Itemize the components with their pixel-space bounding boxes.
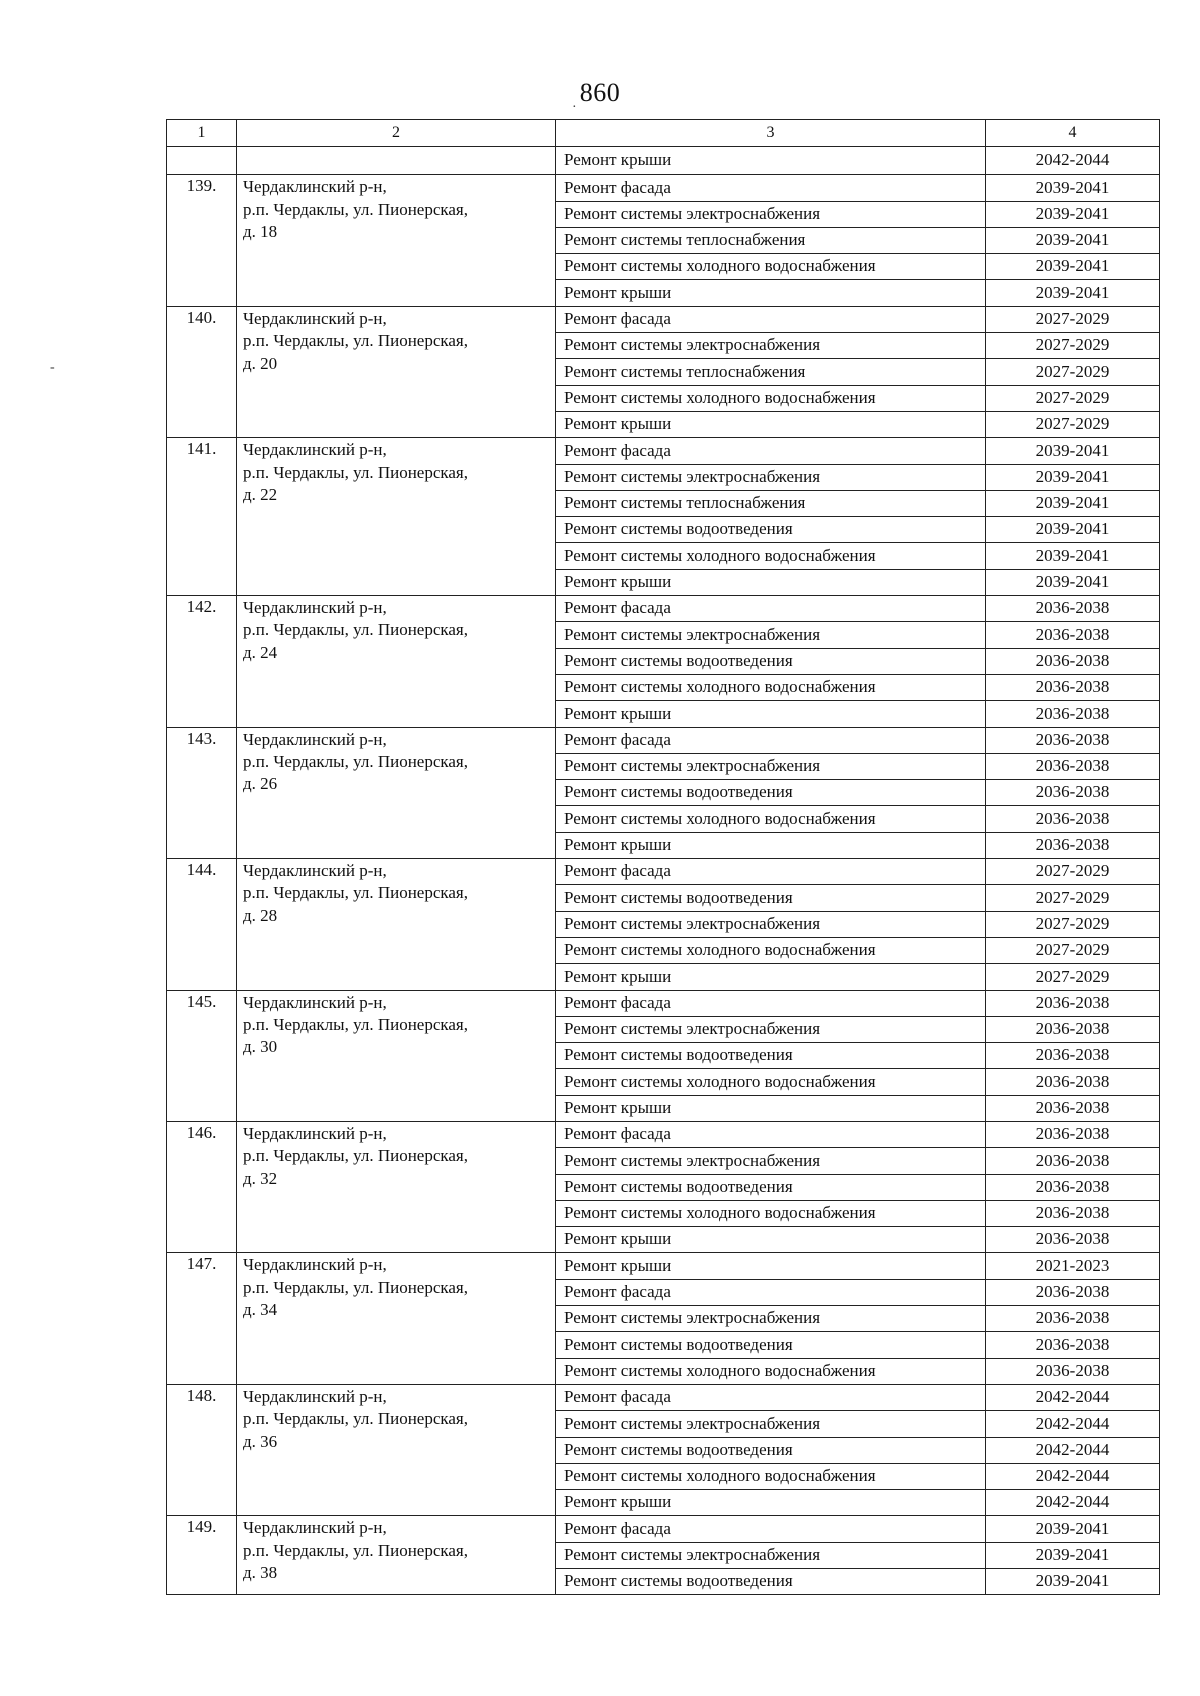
work-period: 2036-2038 (986, 1095, 1160, 1121)
work-type: Ремонт фасада (556, 859, 986, 885)
work-period: 2027-2029 (986, 359, 1160, 385)
work-type: Ремонт системы водоотведения (556, 1043, 986, 1069)
table-row (167, 1516, 1160, 1542)
work-type: Ремонт крыши (556, 411, 986, 437)
work-period: 2036-2038 (986, 1306, 1160, 1332)
work-period: 2042-2044 (986, 147, 1160, 175)
work-period: 2039-2041 (986, 1542, 1160, 1568)
address-cell (237, 859, 556, 990)
work-period: 2027-2029 (986, 333, 1160, 359)
work-type: Ремонт крыши (556, 147, 986, 175)
address-line: д. 22 (243, 485, 278, 505)
work-period: 2036-2038 (986, 1332, 1160, 1358)
address-line: Чердаклинский р-н, (243, 1386, 387, 1406)
address-line: р.п. Чердаклы, ул. Пионерская, (243, 1277, 468, 1297)
work-type: Ремонт фасада (556, 1121, 986, 1147)
header-col-3: 3 (556, 120, 986, 147)
entry-number-cell (167, 147, 237, 175)
work-type: Ремонт системы холодного водоснабжения (556, 543, 986, 569)
entry-number: 141. (167, 438, 237, 596)
work-period: 2027-2029 (986, 859, 1160, 885)
work-type: Ремонт фасада (556, 1279, 986, 1305)
work-period: 2036-2038 (986, 1069, 1160, 1095)
work-period: 2039-2041 (986, 280, 1160, 306)
work-type: Ремонт системы электроснабжения (556, 201, 986, 227)
work-type: Ремонт системы водоотведения (556, 517, 986, 543)
scan-speck: - (50, 360, 55, 375)
work-type: Ремонт фасада (556, 438, 986, 464)
work-period: 2036-2038 (986, 1174, 1160, 1200)
work-period: 2027-2029 (986, 937, 1160, 963)
work-type: Ремонт фасада (556, 306, 986, 332)
entry-number: 142. (167, 596, 237, 727)
address-cell (237, 596, 556, 727)
work-period: 2039-2041 (986, 1569, 1160, 1595)
table-body (167, 120, 1160, 1595)
address-line: Чердаклинский р-н, (243, 177, 387, 197)
work-type: Ремонт фасада (556, 1384, 986, 1410)
work-type: Ремонт системы холодного водоснабжения (556, 937, 986, 963)
work-period: 2042-2044 (986, 1463, 1160, 1489)
address-line: Чердаклинский р-н, (243, 308, 387, 328)
work-type: Ремонт системы водоотведения (556, 885, 986, 911)
table-row (167, 859, 1160, 885)
work-period: 2039-2041 (986, 569, 1160, 595)
address-line: д. 36 (243, 1431, 278, 1451)
work-period: 2036-2038 (986, 1043, 1160, 1069)
entry-number: 147. (167, 1253, 237, 1384)
work-type: Ремонт системы водоотведения (556, 1332, 986, 1358)
address-line: Чердаклинский р-н, (243, 992, 387, 1012)
work-type: Ремонт фасада (556, 727, 986, 753)
address-line: р.п. Чердаклы, ул. Пионерская, (243, 331, 468, 351)
work-type: Ремонт крыши (556, 280, 986, 306)
work-type: Ремонт крыши (556, 964, 986, 990)
entry-number: 149. (167, 1516, 237, 1595)
address-line: д. 34 (243, 1300, 278, 1320)
address-line: Чердаклинский р-н, (243, 1518, 387, 1538)
address-line: д. 28 (243, 905, 278, 925)
table-row (167, 147, 1160, 175)
table-row (167, 438, 1160, 464)
work-period: 2027-2029 (986, 306, 1160, 332)
work-type: Ремонт системы электроснабжения (556, 1306, 986, 1332)
address-line: р.п. Чердаклы, ул. Пионерская, (243, 462, 468, 482)
address-cell (237, 1253, 556, 1384)
repair-schedule-table (166, 119, 1160, 1595)
work-type: Ремонт крыши (556, 1227, 986, 1253)
work-period: 2036-2038 (986, 990, 1160, 1016)
address-cell (237, 1516, 556, 1595)
work-period: 2036-2038 (986, 1016, 1160, 1042)
work-period: 2036-2038 (986, 806, 1160, 832)
work-period: 2039-2041 (986, 438, 1160, 464)
work-type: Ремонт системы электроснабжения (556, 1542, 986, 1568)
work-type: Ремонт системы холодного водоснабжения (556, 1358, 986, 1384)
work-period: 2039-2041 (986, 464, 1160, 490)
work-period: 2036-2038 (986, 1358, 1160, 1384)
table-row (167, 1384, 1160, 1410)
address-cell (237, 1121, 556, 1252)
scan-speck: · (572, 100, 577, 115)
work-period: 2036-2038 (986, 1227, 1160, 1253)
work-type: Ремонт системы холодного водоснабжения (556, 254, 986, 280)
work-period: 2036-2038 (986, 753, 1160, 779)
header-row (167, 120, 1160, 147)
work-period: 2042-2044 (986, 1411, 1160, 1437)
work-type: Ремонт системы водоотведения (556, 648, 986, 674)
table-row (167, 596, 1160, 622)
address-line: р.п. Чердаклы, ул. Пионерская, (243, 883, 468, 903)
address-line: р.п. Чердаклы, ул. Пионерская, (243, 1409, 468, 1429)
address-cell (237, 1384, 556, 1515)
header-col-4: 4 (986, 120, 1160, 147)
address-cell (237, 727, 556, 858)
address-line: р.п. Чердаклы, ул. Пионерская, (243, 620, 468, 640)
work-period: 2036-2038 (986, 832, 1160, 858)
work-type: Ремонт системы теплоснабжения (556, 490, 986, 516)
work-type: Ремонт системы электроснабжения (556, 464, 986, 490)
work-type: Ремонт системы электроснабжения (556, 1411, 986, 1437)
work-period: 2042-2044 (986, 1437, 1160, 1463)
work-type: Ремонт системы электроснабжения (556, 911, 986, 937)
work-type: Ремонт крыши (556, 701, 986, 727)
work-period: 2042-2044 (986, 1384, 1160, 1410)
address-cell (237, 990, 556, 1121)
address-line: д. 20 (243, 353, 278, 373)
address-line: Чердаклинский р-н, (243, 1255, 387, 1275)
table-row (167, 990, 1160, 1016)
work-period: 2027-2029 (986, 385, 1160, 411)
work-period: 2036-2038 (986, 648, 1160, 674)
work-period: 2036-2038 (986, 701, 1160, 727)
entry-number: 143. (167, 727, 237, 858)
work-type: Ремонт системы электроснабжения (556, 1148, 986, 1174)
work-type: Ремонт системы холодного водоснабжения (556, 1200, 986, 1226)
work-type: Ремонт системы теплоснабжения (556, 227, 986, 253)
address-line: р.п. Чердаклы, ул. Пионерская, (243, 199, 468, 219)
work-type: Ремонт крыши (556, 569, 986, 595)
work-period: 2036-2038 (986, 622, 1160, 648)
table-row (167, 175, 1160, 201)
work-type: Ремонт системы холодного водоснабжения (556, 1463, 986, 1489)
address-line: р.п. Чердаклы, ул. Пионерская, (243, 1014, 468, 1034)
address-line: д. 26 (243, 774, 278, 794)
work-type: Ремонт системы водоотведения (556, 1437, 986, 1463)
work-period: 2027-2029 (986, 885, 1160, 911)
address-line: д. 24 (243, 642, 278, 662)
address-cell (237, 175, 556, 306)
work-type: Ремонт крыши (556, 1490, 986, 1516)
work-period: 2027-2029 (986, 964, 1160, 990)
work-period: 2039-2041 (986, 490, 1160, 516)
work-period: 2021-2023 (986, 1253, 1160, 1279)
work-period: 2036-2038 (986, 727, 1160, 753)
table-row (167, 1253, 1160, 1279)
header-col-1: 1 (167, 120, 237, 147)
work-period: 2039-2041 (986, 517, 1160, 543)
work-type: Ремонт фасада (556, 990, 986, 1016)
work-period: 2036-2038 (986, 596, 1160, 622)
work-type: Ремонт системы водоотведения (556, 1569, 986, 1595)
address-line: д. 30 (243, 1037, 278, 1057)
work-period: 2036-2038 (986, 1279, 1160, 1305)
entry-number: 148. (167, 1384, 237, 1515)
table-row (167, 1121, 1160, 1147)
work-type: Ремонт системы водоотведения (556, 1174, 986, 1200)
address-line: р.п. Чердаклы, ул. Пионерская, (243, 1146, 468, 1166)
work-period: 2039-2041 (986, 201, 1160, 227)
work-period: 2027-2029 (986, 411, 1160, 437)
work-type: Ремонт системы холодного водоснабжения (556, 1069, 986, 1095)
work-type: Ремонт фасада (556, 596, 986, 622)
entry-number: 146. (167, 1121, 237, 1252)
header-col-2: 2 (237, 120, 556, 147)
table-row (167, 727, 1160, 753)
work-type: Ремонт системы электроснабжения (556, 1016, 986, 1042)
work-period: 2039-2041 (986, 1516, 1160, 1542)
address-cell (237, 306, 556, 437)
address-line: Чердаклинский р-н, (243, 440, 387, 460)
work-type: Ремонт крыши (556, 1095, 986, 1121)
address-cell (237, 438, 556, 596)
work-period: 2036-2038 (986, 1200, 1160, 1226)
address-line: р.п. Чердаклы, ул. Пионерская, (243, 751, 468, 771)
page-number: 860 (579, 78, 621, 107)
work-period: 2036-2038 (986, 674, 1160, 700)
address-line: р.п. Чердаклы, ул. Пионерская, (243, 1540, 468, 1560)
address-line: Чердаклинский р-н, (243, 861, 387, 881)
address-line: д. 18 (243, 222, 278, 242)
work-type: Ремонт системы электроснабжения (556, 333, 986, 359)
work-period: 2036-2038 (986, 780, 1160, 806)
address-line: Чердаклинский р-н, (243, 729, 387, 749)
work-type: Ремонт системы водоотведения (556, 780, 986, 806)
work-type: Ремонт системы электроснабжения (556, 622, 986, 648)
work-type: Ремонт фасада (556, 1516, 986, 1542)
entry-number: 139. (167, 175, 237, 306)
work-type: Ремонт крыши (556, 1253, 986, 1279)
address-line: Чердаклинский р-н, (243, 598, 387, 618)
address-line: д. 38 (243, 1563, 278, 1583)
work-period: 2042-2044 (986, 1490, 1160, 1516)
work-period: 2039-2041 (986, 175, 1160, 201)
address-line: Чердаклинский р-н, (243, 1123, 387, 1143)
work-type: Ремонт крыши (556, 832, 986, 858)
table-row (167, 306, 1160, 332)
address-cell (237, 147, 556, 175)
work-period: 2036-2038 (986, 1148, 1160, 1174)
work-period: 2039-2041 (986, 227, 1160, 253)
work-period: 2039-2041 (986, 543, 1160, 569)
work-period: 2027-2029 (986, 911, 1160, 937)
work-type: Ремонт системы холодного водоснабжения (556, 806, 986, 832)
entry-number: 145. (167, 990, 237, 1121)
work-type: Ремонт системы холодного водоснабжения (556, 674, 986, 700)
entry-number: 140. (167, 306, 237, 437)
work-type: Ремонт фасада (556, 175, 986, 201)
work-period: 2039-2041 (986, 254, 1160, 280)
address-line: д. 32 (243, 1168, 278, 1188)
entry-number: 144. (167, 859, 237, 990)
work-type: Ремонт системы электроснабжения (556, 753, 986, 779)
work-type: Ремонт системы холодного водоснабжения (556, 385, 986, 411)
work-type: Ремонт системы теплоснабжения (556, 359, 986, 385)
work-period: 2036-2038 (986, 1121, 1160, 1147)
